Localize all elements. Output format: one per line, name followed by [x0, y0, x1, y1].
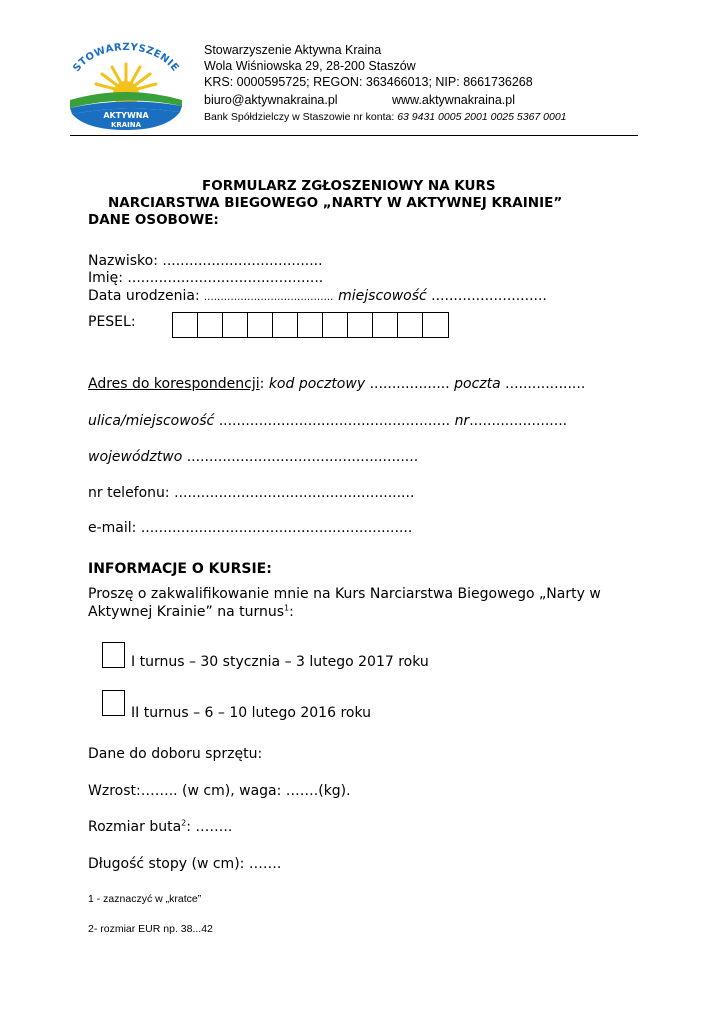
logo-text-top: STOWARZYSZENIE [71, 42, 181, 75]
pesel-digit-box[interactable] [348, 313, 373, 337]
city-field[interactable]: .................. [500, 376, 586, 392]
email-field[interactable]: e-mail: ............................................................. [88, 520, 413, 536]
pesel-input[interactable] [172, 312, 449, 338]
turn2-checkbox[interactable] [102, 690, 124, 716]
turn2-label: II turnus – 6 – 10 lutego 2016 roku [131, 705, 372, 721]
org-email: biuro@aktywnakraina.pl [204, 93, 338, 107]
course-request-end: : [289, 604, 294, 620]
birth-row [88, 287, 547, 307]
shoe-size-field[interactable]: : …….. [186, 819, 233, 835]
logo-text-bottom-1: AKTYWNA [103, 111, 149, 120]
logo-graphic [62, 42, 190, 134]
pesel-digit-box[interactable] [223, 313, 248, 337]
voivodeship-row [88, 448, 418, 466]
first-name-field[interactable]: Imię: ............................................ [88, 270, 324, 286]
org-bank [204, 109, 567, 126]
street-label: ulica/miejscowość [88, 413, 215, 429]
shoe-size-label: Rozmiar buta [88, 819, 182, 835]
footnote-ref-1: 1 [284, 603, 290, 613]
pesel-digit-box[interactable] [248, 313, 273, 337]
voivodeship-field[interactable]: .................................................... [182, 449, 419, 465]
number-label: nr [454, 413, 470, 429]
section-course-heading: INFORMACJE O KURSIE: [88, 561, 272, 577]
turn1-checkbox[interactable] [102, 642, 124, 668]
street-field[interactable]: .................................................... [214, 413, 455, 429]
birth-place-field[interactable]: .......................... [431, 288, 547, 304]
height-weight-field[interactable]: Wzrost:…….. (w cm), waga: …….(kg). [88, 783, 351, 799]
pesel-digit-box[interactable] [398, 313, 423, 337]
bank-account: 63 9431 0005 2001 0025 5367 0001 [397, 111, 567, 123]
surname-field[interactable]: Nazwisko: .................................... [88, 253, 323, 269]
footnote-2: 2- rozmiar EUR np. 38...42 [88, 923, 213, 935]
org-name: Stowarzyszenie Aktywna Kraina [204, 43, 382, 57]
pesel-digit-box[interactable] [373, 313, 398, 337]
org-registry: KRS: 0000595725; REGON: 363466013; NIP: 8661736268 [204, 75, 533, 89]
footnote-ref-2: 2 [181, 818, 187, 828]
street-row [88, 412, 567, 430]
turn1-label: I turnus – 30 stycznia – 3 lutego 2017 roku [131, 654, 429, 670]
logo-text-bottom-2: KRAINA [110, 121, 142, 129]
pesel-digit-box[interactable] [323, 313, 348, 337]
city-label: poczta [454, 376, 501, 392]
org-website: www.aktywnakraina.pl [392, 93, 515, 107]
footnote-1: 1 - zaznaczyć w „kratce” [88, 893, 202, 905]
shoe-size-row [88, 818, 232, 836]
address-label: Adres do korespondencji [88, 376, 260, 392]
phone-field[interactable]: nr telefonu: ...................................................... [88, 485, 415, 501]
bank-label: Bank Spółdzielczy w Staszowie nr konta: [204, 111, 395, 123]
pesel-digit-box[interactable] [198, 313, 223, 337]
header-divider [70, 135, 638, 136]
course-request-text: Aktywnej Krainie” na turnus [88, 604, 285, 620]
organization-logo [62, 42, 190, 134]
course-request-line2 [88, 603, 294, 621]
address-colon: : [259, 376, 269, 392]
section-personal-heading: DANE OSOBOWE: [88, 212, 219, 228]
postcode-label: kod pocztowy [268, 376, 366, 392]
birth-label: Data urodzenia: [88, 288, 205, 304]
pesel-digit-box[interactable] [423, 313, 448, 337]
voivodeship-label: województwo [88, 449, 183, 465]
pesel-digit-box[interactable] [273, 313, 298, 337]
pesel-digit-box[interactable] [173, 313, 198, 337]
pesel-label: PESEL: [88, 314, 136, 330]
form-title-line1: FORMULARZ ZGŁOSZENIOWY NA KURS [202, 178, 496, 194]
org-address: Wola Wiśniowska 29, 28-200 Staszów [204, 59, 416, 73]
form-title-line2: NARCIARSTWA BIEGOWEGO „NARTY W AKTYWNEJ KRAINIE” [108, 195, 563, 211]
equipment-heading: Dane do doboru sprzętu: [88, 746, 263, 762]
postcode-field[interactable]: .................. [365, 376, 455, 392]
foot-length-field[interactable]: Długość stopy (w cm): ……. [88, 856, 282, 872]
birth-date-field[interactable]: ………………………….…….. [204, 292, 334, 303]
pesel-digit-box[interactable] [298, 313, 323, 337]
birth-place-label: miejscowość [333, 288, 432, 304]
address-row [88, 375, 585, 393]
course-request-line1: Proszę o zakwalifikowanie mnie na Kurs Narciarstwa Biegowego „Narty w [88, 586, 601, 602]
number-field[interactable]: ...................... [469, 413, 568, 429]
